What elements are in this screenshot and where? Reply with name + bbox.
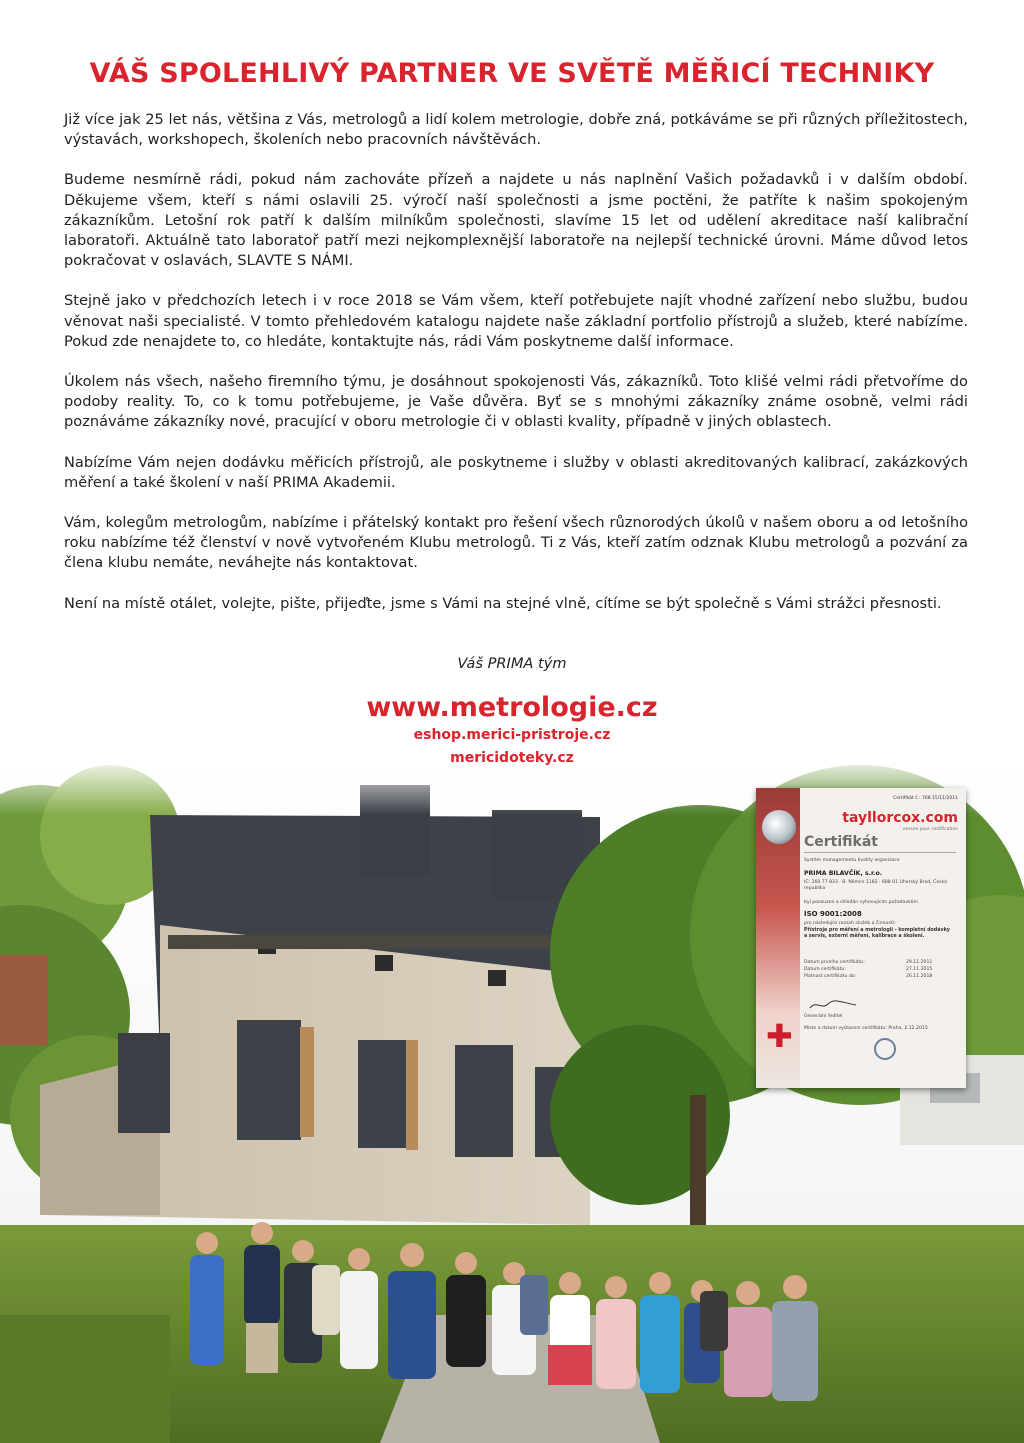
paragraph: Již více jak 25 let nás, většina z Vás, metrologů a lidí kolem metrologie, dobře zná, potkáváme se při různých příležitostech, výstavách, workshopech, školeních nebo pracovních návštěvách. [64,111,968,149]
paragraph: Není na místě otálet, volejte, pište, přijeďte, jsme s Vámi na stejné vlně, cítíme se být společně s Vámi strážci přesnosti. [64,594,942,612]
date-first: 29.11.2011 [906,960,933,965]
certificate-tagline: ensure your certification [902,827,958,832]
paragraph: Stejně jako v předchozích letech i v roce 2018 se Vám všem, kteří potřebujete najít vhodné zařízení nebo službu, budou věnovat naši specialisté. V tomto přehledovém katalogu najdete naše základní portfolio přístrojů a služeb, které nabízíme. Pokud zde nenajdete to, co hledáte, kontaktujte nás, rádi Vám poskytneme další informace. [64,292,968,350]
certificate-conformity: byl posouzen a shledán vyhovujícím požadavkům [804,900,918,905]
certificate-heading: Certifikát [804,834,878,850]
page-title: VÁŠ SPOLEHLIVÝ PARTNER VE SVĚTĚ MĚŘICÍ TECHNIKY [89,58,935,89]
paragraph: Budeme nesmírně rádi, pokud nám zachováte přízeň a najdete u nás naplnění Vašich požadavků i v dalším období. Děkujeme všem, kteří s námi oslavili 25. výročí naší společnosti a jsme poctěni, že patříte k našim spokojeným zákazníkům. Letošní rok patří k dalším milníkům společnosti, slavíme 15 let od udělení akreditace naší kalibrační laboratoři. Aktuálně tato laboratoř patří mezi nejkomplexnější laboratoře na nejlepší technické úrovni. Máme důvod letos pokračovat v oslavách, SLAVTE S NÁMI. [64,171,968,270]
date-issue-label: Datum certifikátu: [804,967,846,972]
divider [804,852,956,853]
certificate-scope: Přístroje pro měření a metrologii - kompletní dodávky a servis, externí měření, kalibrace a školení. [804,928,950,939]
intro-text [64,110,968,634]
puzzle-icon: ✚ [766,1017,793,1055]
date-first-label: Datum prvního certifikátu: [804,960,865,965]
date-valid-label: Platnost certifikátu do: [804,974,857,979]
website-main-link[interactable]: www.metrologie.cz [366,692,658,723]
signature-scribble [808,998,858,1012]
certificate-address: IČ: 260 77 833 · B. Němce 1182 · 688 01 Uherský Brod, Česká republika [804,880,947,891]
globe-icon [762,810,796,844]
eshop-link[interactable]: eshop.merici-pristroje.cz [413,727,611,743]
accreditation-logo-icon [874,1038,896,1060]
iso-certificate [756,788,966,1088]
certificate-company: PRIMA BILAVČÍK, s.r.o. [804,870,883,877]
date-valid: 26.11.2018 [906,974,933,979]
paragraph: Nabízíme Vám nejen dodávku měřicích přístrojů, ale poskytneme i služby v oblasti akreditovaných kalibrací, zakázkových měření a také školení v naší PRIMA Akademii. [64,453,968,491]
certificate-scope-intro: pro následující rozsah služeb a činností: [804,921,896,926]
certificate-system-line: Systém managementu kvality organizace [804,858,900,863]
certificate-standard: ISO 9001:2008 [804,910,862,918]
certificate-number: Certifikát č.: 768 15/11/2011 [893,796,958,801]
paragraph: Vám, kolegům metrologům, nabízíme i přátelský kontakt pro řešení všech různorodých úkolů v našem oboru a od letošního roku nabízíme též členství v nově vytvořeném Klubu metrologů. Ti z Vás, kteří zatím odznak Klubu metrologů a pozvání za člena klubu nemáte, neváhejte nás kontaktovat. [64,514,968,572]
certificate-place-date: Místo a datum vystavení certifikátu: Praha, 2.12.2015 [804,1026,928,1031]
paragraph: Úkolem nás všech, našeho firemního týmu, je dosáhnout spokojenosti Vás, zákazníků. Toto klišé velmi rádi přetvoříme do podoby reality. To, co k tomu potřebujeme, je Vaše důvěra. Byť se s mnohými zákazníky známe osobně, velmi rádi poznáváme zákazníky nové, pracující v oboru metrologie či v oblasti kvality, případně v jiných oblastech. [64,373,968,431]
certificate-signatory: Generální ředitel [804,1014,843,1019]
certificate-brand-logo: tayllorcox.com [842,810,958,826]
rental-link[interactable]: mericidoteky.cz [450,750,574,766]
signature: Váš PRIMA tým [457,655,567,672]
date-issue: 27.11.2015 [906,967,933,972]
